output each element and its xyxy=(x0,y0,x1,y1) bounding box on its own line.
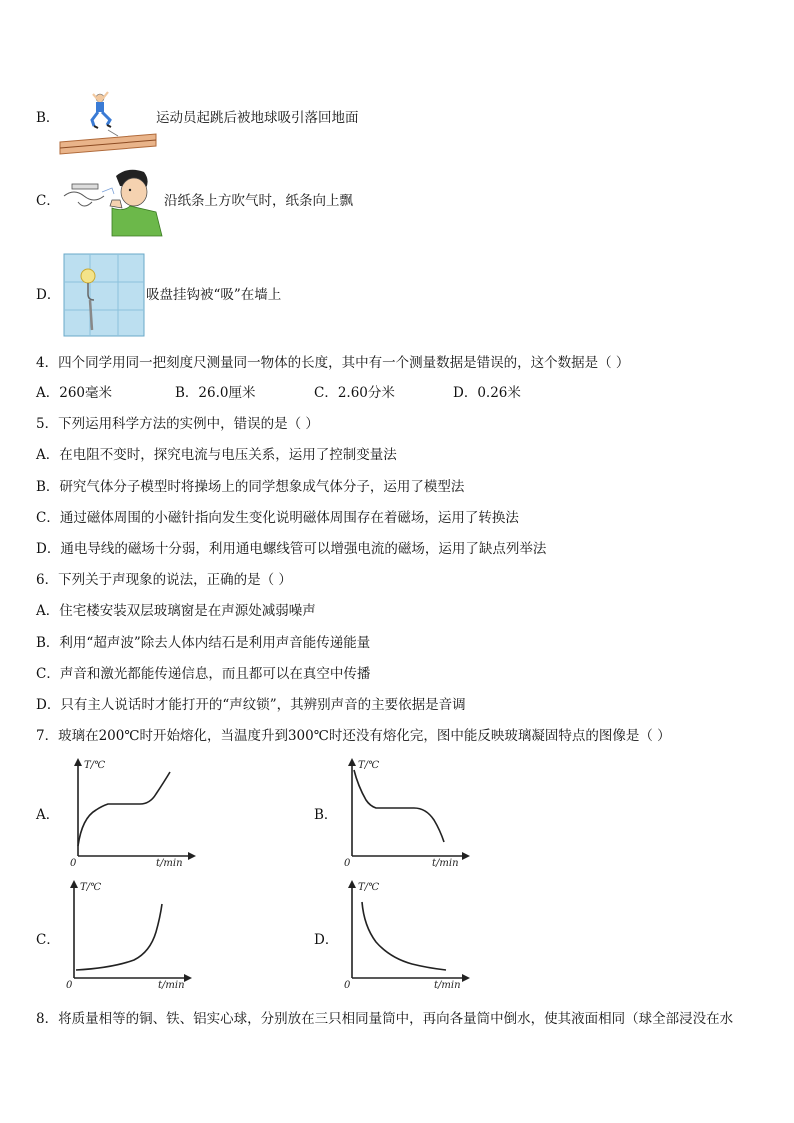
option-text: 沿纸条上方吹气时，纸条向上飘 xyxy=(164,193,353,209)
graph-a-label: A． xyxy=(36,807,60,823)
athlete-illustration xyxy=(60,90,156,156)
option-text: 运动员起跳后被地球吸引落回地面 xyxy=(156,110,359,126)
y-axis-label: T/℃ xyxy=(358,882,380,893)
x-axis-label: t/min xyxy=(158,980,185,991)
x-axis-label: t/min xyxy=(156,858,183,869)
boy-blowing-illustration xyxy=(64,166,162,236)
question-5-stem: 5．下列运用科学方法的实例中，错误的是（ ） xyxy=(36,416,319,432)
option-text: 吸盘挂钩被“吸”在墙上 xyxy=(146,287,282,303)
option-d: D．通电导线的磁场十分弱，利用通电螺线管可以增强电流的磁场，运用了缺点列举法 xyxy=(36,541,547,557)
option-b: B．26.0厘米 xyxy=(175,385,256,401)
graph-c-label: C． xyxy=(36,932,60,948)
curve xyxy=(354,770,444,842)
option-c: C．通过磁体周围的小磁针指向发生变化说明磁体周围存在着磁场，运用了转换法 xyxy=(36,510,519,526)
option-a: A．在电阻不变时，探究电流与电压关系，运用了控制变量法 xyxy=(36,447,397,463)
option-b: B．利用“超声波”除去人体内结石是利用声音能传递能量 xyxy=(36,635,371,651)
curve xyxy=(76,904,162,970)
graph-c xyxy=(62,878,192,990)
option-letter: D． xyxy=(36,287,61,303)
graph-d xyxy=(340,878,470,990)
option-letter: B． xyxy=(36,110,60,126)
option-b: B．研究气体分子模型时将操场上的同学想象成气体分子，运用了模型法 xyxy=(36,479,465,495)
option-a: A．住宅楼安装双层玻璃窗是在声源处减弱噪声 xyxy=(36,603,316,619)
question-4-stem: 4．四个同学用同一把刻度尺测量同一物体的长度，其中有一个测量数据是错误的，这个数据是（ ） xyxy=(36,355,630,371)
y-axis-label: T/℃ xyxy=(84,760,106,771)
question-8-stem: 8．将质量相等的铜、铁、铝实心球，分别放在三只相同量筒中，再向各量筒中倒水，使其液面相同（球全部浸没在水 xyxy=(36,1011,734,1027)
option-d: D．0.26米 xyxy=(453,385,521,401)
suction-hook-illustration xyxy=(64,254,144,336)
option-d: D．只有主人说话时才能打开的“声纹锁”，其辨别声音的主要依据是音调 xyxy=(36,697,466,713)
graph-a xyxy=(66,756,196,868)
question-7-stem: 7．玻璃在200℃时开始熔化，当温度升到300℃时还没有熔化完，图中能反映玻璃凝固特点的图像是（ ） xyxy=(36,728,671,744)
graph-d-label: D． xyxy=(314,932,339,948)
origin-label: 0 xyxy=(66,980,73,991)
origin-label: 0 xyxy=(344,980,351,991)
option-c: C．2.60分米 xyxy=(314,385,395,401)
y-axis-label: T/℃ xyxy=(358,760,380,771)
question-6-stem: 6．下列关于声现象的说法，正确的是（ ） xyxy=(36,572,292,588)
origin-label: 0 xyxy=(344,858,351,869)
origin-label: 0 xyxy=(70,858,77,869)
x-axis-label: t/min xyxy=(432,858,459,869)
graph-b xyxy=(340,756,470,868)
x-axis-label: t/min xyxy=(434,980,461,991)
graph-b-label: B． xyxy=(314,807,338,823)
option-letter: C． xyxy=(36,193,60,209)
option-c: C．声音和激光都能传递信息，而且都可以在真空中传播 xyxy=(36,666,371,682)
y-axis-label: T/℃ xyxy=(80,882,102,893)
curve xyxy=(362,902,446,970)
curve xyxy=(78,772,170,846)
option-a: A．260毫米 xyxy=(36,385,113,401)
